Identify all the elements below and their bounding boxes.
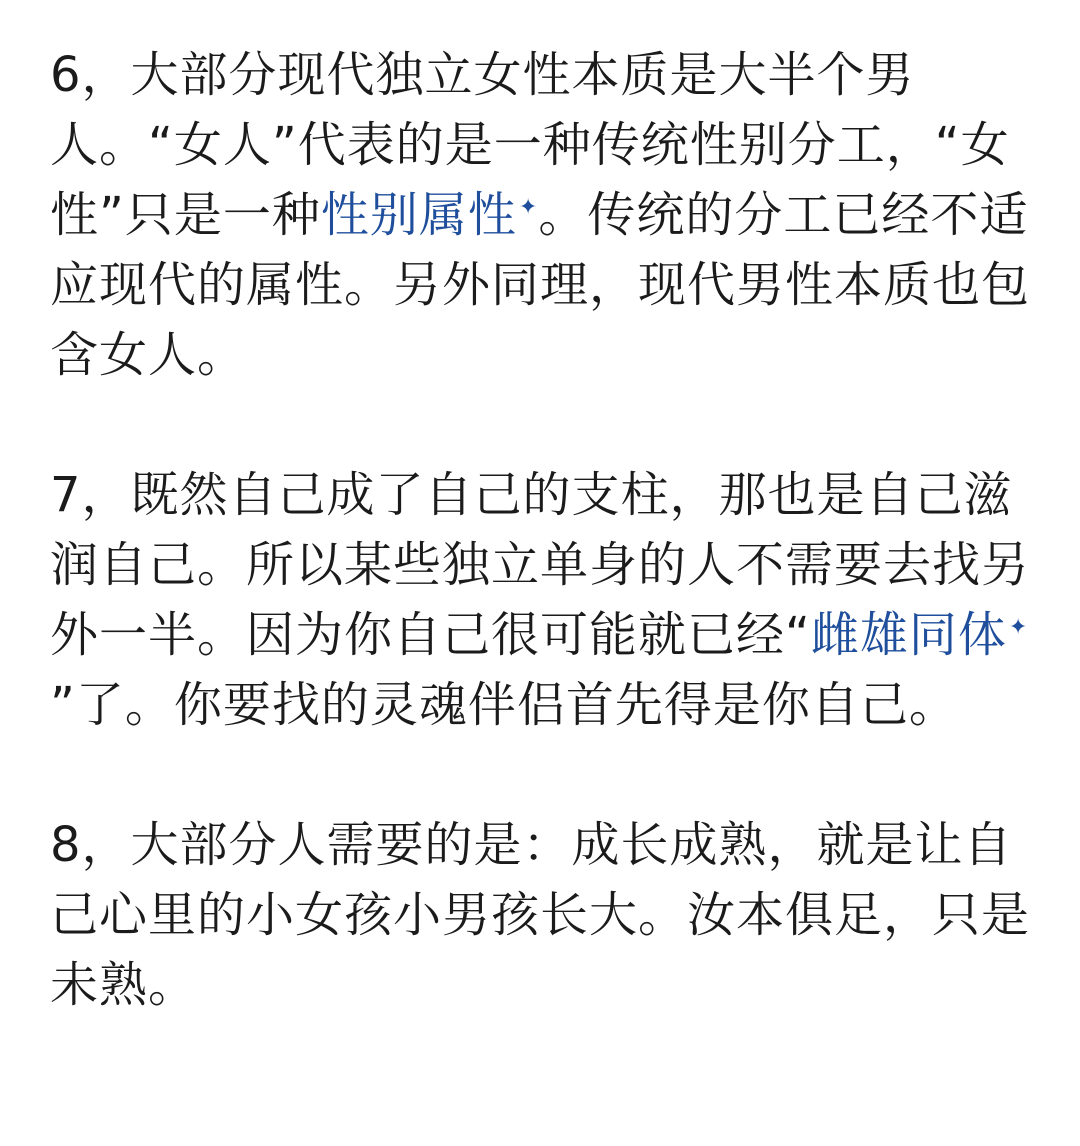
paragraph-7 [50,460,1030,740]
link-androgyny[interactable]: 雌雄同体 [810,607,1007,663]
paragraph-8 [50,810,1030,1020]
sparkle-icon: ✦ [1008,615,1029,640]
paragraph-text: ”了。你要找的灵魂伴侣首先得是你自己。 [50,677,958,733]
paragraph-text: 8，大部分人需要的是：成长成熟，就是让自己心里的小女孩小男孩长大。汝本俱足，只是未熟。 [50,817,1031,1013]
paragraph-text: 7，既然自己成了自己的支柱，那也是自己滋润自己。所以某些独立单身的人不需要去找另外一半。因为你自己很可能就已经“ [50,467,1031,663]
paragraph-text: 。传统的分工已经不适应现代的属性。另外同理，现代男性本质也包含女人。 [50,187,1031,383]
paragraph-6 [50,40,1030,390]
paragraph-text: 6，大部分现代独立女性本质是大半个男人。“女人”代表的是一种传统性别分工，“女性”只是一种 [50,47,1010,243]
article-body [50,40,1030,1020]
sparkle-icon: ✦ [518,195,539,220]
link-gender-attribute[interactable]: 性别属性 [320,187,517,243]
